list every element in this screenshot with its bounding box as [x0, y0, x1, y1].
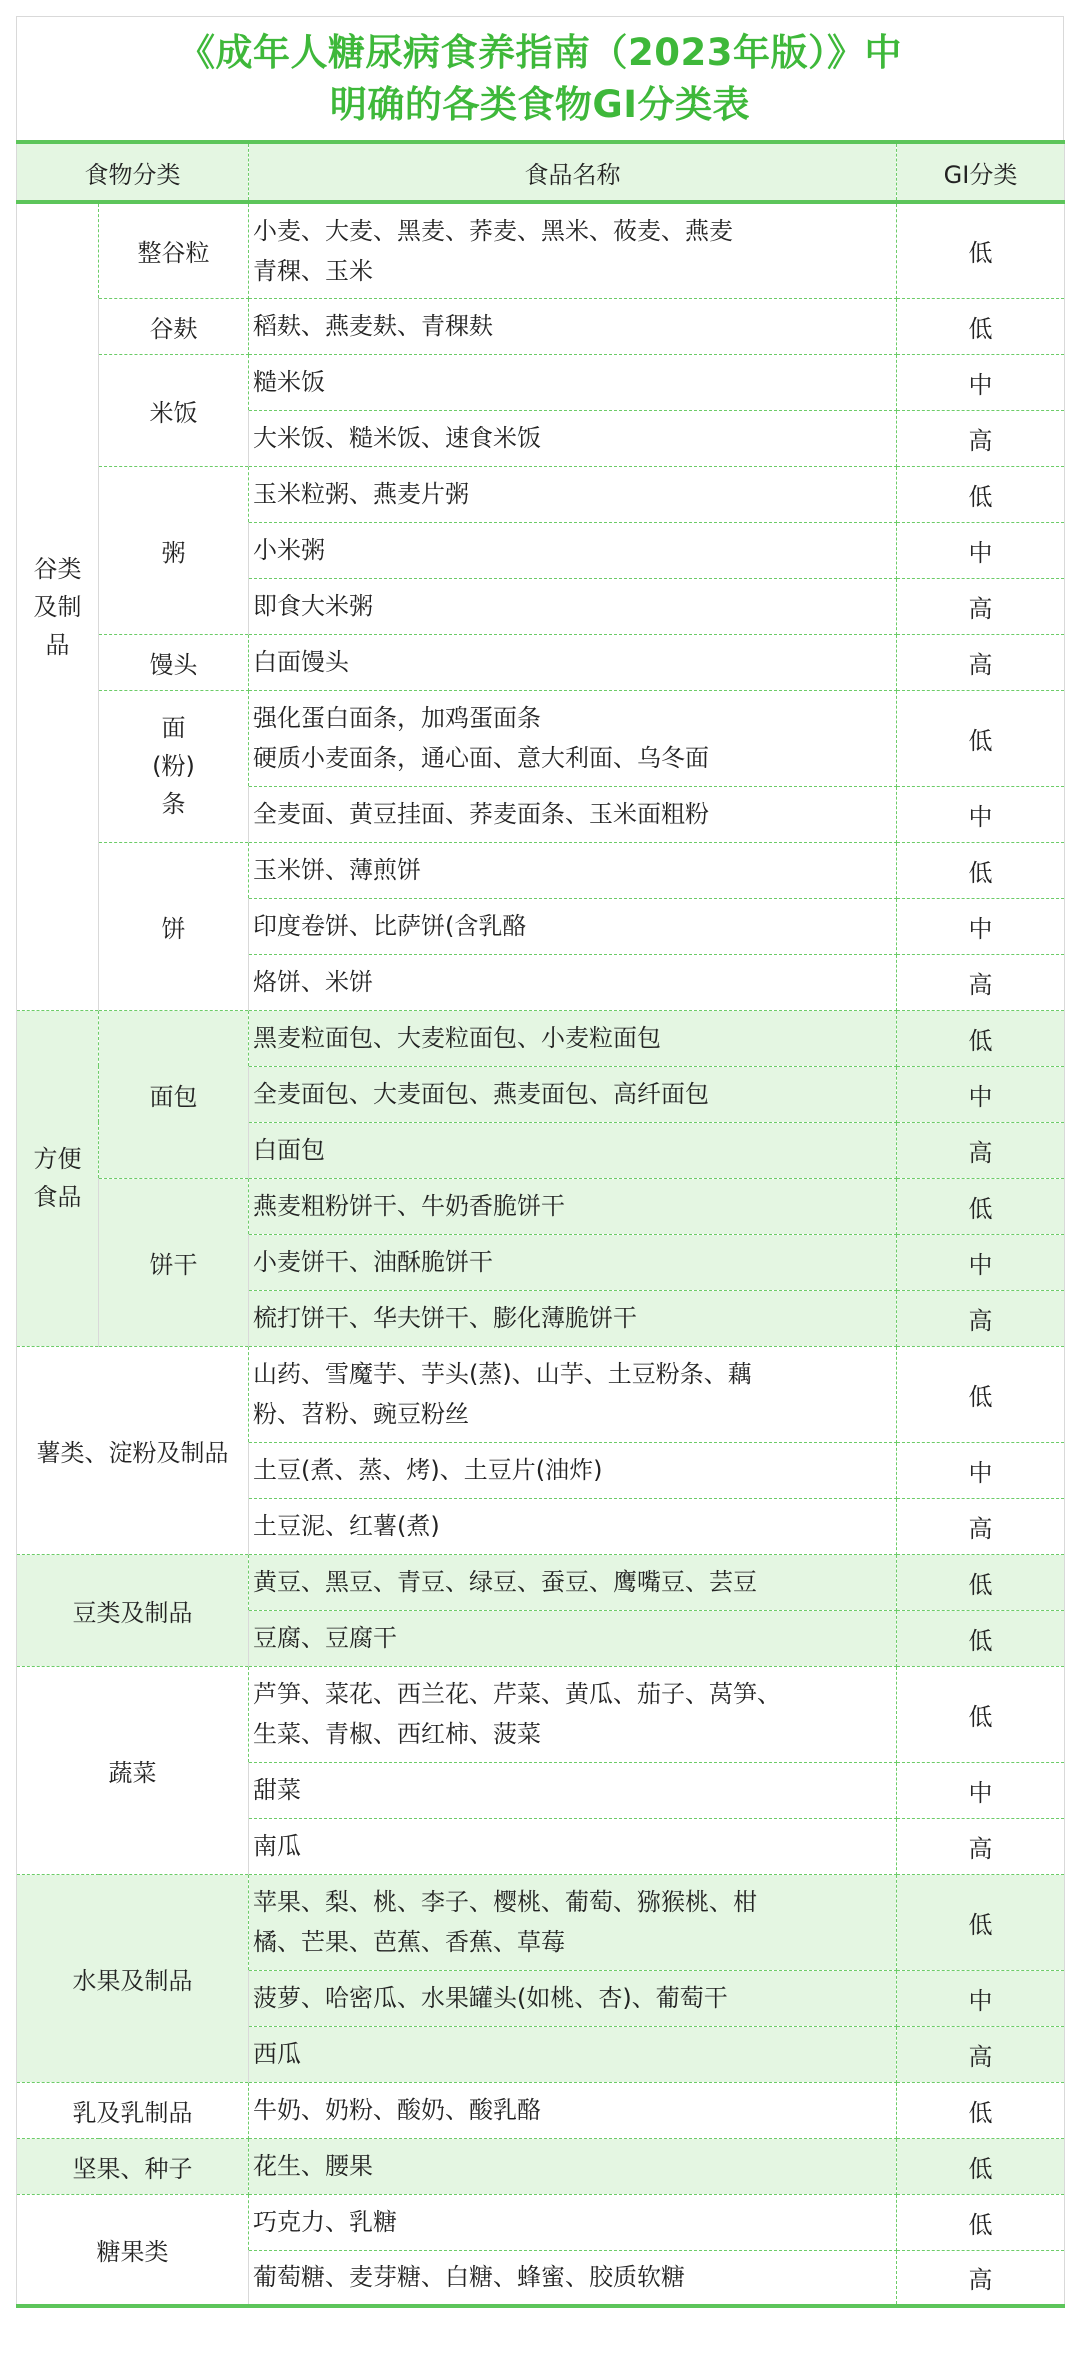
gi-cell: 高: [897, 954, 1065, 1010]
gi-cell: 高: [897, 2250, 1065, 2306]
header-gi: GI分类: [897, 142, 1065, 202]
gi-cell: 中: [897, 1234, 1065, 1290]
gi-cell: 高: [897, 578, 1065, 634]
food-cell: 黄豆、黑豆、青豆、绿豆、蚕豆、鹰嘴豆、芸豆: [249, 1554, 897, 1610]
group-beans: 豆类及制品: [17, 1554, 249, 1666]
food-cell: 牛奶、奶粉、酸奶、酸乳酪: [249, 2082, 897, 2138]
food-cell: 土豆泥、红薯(煮): [249, 1498, 897, 1554]
food-cell: 小麦、大麦、黑麦、荞麦、黑米、莜麦、燕麦 青稞、玉米: [249, 202, 897, 298]
gi-cell: 低: [897, 2138, 1065, 2194]
header-category: 食物分类: [17, 142, 249, 202]
food-cell: 全麦面、黄豆挂面、荞麦面条、玉米面粗粉: [249, 786, 897, 842]
gi-cell: 低: [897, 2194, 1065, 2250]
sub-bread: 面包: [99, 1010, 249, 1178]
food-cell: 芦笋、菜花、西兰花、芹菜、黄瓜、茄子、莴笋、 生菜、青椒、西红柿、菠菜: [249, 1666, 897, 1762]
sub-mantou: 馒头: [99, 634, 249, 690]
header-row: [17, 142, 1065, 202]
food-cell: 苹果、梨、桃、李子、樱桃、葡萄、猕猴桃、柑 橘、芒果、芭蕉、香蕉、草莓: [249, 1874, 897, 1970]
gi-cell: 低: [897, 298, 1065, 354]
gi-cell: 中: [897, 1970, 1065, 2026]
gi-cell: 中: [897, 1762, 1065, 1818]
food-cell: 花生、腰果: [249, 2138, 897, 2194]
table-row: [17, 202, 1065, 298]
food-cell: 糙米饭: [249, 354, 897, 410]
food-cell: 南瓜: [249, 1818, 897, 1874]
food-cell: 即食大米粥: [249, 578, 897, 634]
sub-whole-grain: 整谷粒: [99, 202, 249, 298]
gi-cell: 低: [897, 466, 1065, 522]
gi-cell: 中: [897, 898, 1065, 954]
gi-cell: 低: [897, 2082, 1065, 2138]
gi-cell: 中: [897, 1066, 1065, 1122]
sub-noodles: 面 (粉) 条: [99, 690, 249, 842]
header-food: 食品名称: [249, 142, 897, 202]
group-vegetables: 蔬菜: [17, 1666, 249, 1874]
food-cell: 梳打饼干、华夫饼干、膨化薄脆饼干: [249, 1290, 897, 1346]
table-row: [17, 354, 1065, 410]
food-cell: 黑麦粒面包、大麦粒面包、小麦粒面包: [249, 1010, 897, 1066]
gi-cell: 高: [897, 1498, 1065, 1554]
gi-cell: 低: [897, 1178, 1065, 1234]
food-cell: 土豆(煮、蒸、烤)、土豆片(油炸): [249, 1442, 897, 1498]
group-fruit: 水果及制品: [17, 1874, 249, 2082]
group-dairy: 乳及乳制品: [17, 2082, 249, 2138]
sub-cake: 饼: [99, 842, 249, 1010]
food-cell: 白面包: [249, 1122, 897, 1178]
gi-cell: 低: [897, 1610, 1065, 1666]
gi-cell: 低: [897, 1554, 1065, 1610]
table-row: [17, 2194, 1065, 2250]
gi-cell: 低: [897, 1874, 1065, 1970]
gi-cell: 中: [897, 786, 1065, 842]
food-cell: 白面馒头: [249, 634, 897, 690]
sub-porridge: 粥: [99, 466, 249, 634]
table-row: [17, 690, 1065, 786]
sub-biscuit: 饼干: [99, 1178, 249, 1346]
table-title: [16, 16, 1064, 140]
table-row: [17, 1346, 1065, 1442]
table-row: [17, 1666, 1065, 1762]
table-row: [17, 1010, 1065, 1066]
table-row: [17, 842, 1065, 898]
food-cell: 烙饼、米饼: [249, 954, 897, 1010]
sub-bran: 谷麸: [99, 298, 249, 354]
food-cell: 小麦饼干、油酥脆饼干: [249, 1234, 897, 1290]
gi-cell: 高: [897, 1122, 1065, 1178]
table-row: [17, 466, 1065, 522]
gi-cell: 高: [897, 1290, 1065, 1346]
gi-cell: 低: [897, 1666, 1065, 1762]
food-cell: 玉米粒粥、燕麦片粥: [249, 466, 897, 522]
table-row: [17, 2138, 1065, 2194]
gi-cell: 低: [897, 690, 1065, 786]
table-row: [17, 1874, 1065, 1970]
gi-cell: 高: [897, 1818, 1065, 1874]
food-cell: 强化蛋白面条，加鸡蛋面条 硬质小麦面条，通心面、意大利面、乌冬面: [249, 690, 897, 786]
gi-cell: 低: [897, 842, 1065, 898]
gi-cell: 中: [897, 522, 1065, 578]
food-cell: 豆腐、豆腐干: [249, 1610, 897, 1666]
food-cell: 甜菜: [249, 1762, 897, 1818]
food-cell: 菠萝、哈密瓜、水果罐头(如桃、杏)、葡萄干: [249, 1970, 897, 2026]
group-instant: 方便 食品: [17, 1010, 99, 1346]
food-cell: 稻麸、燕麦麸、青稞麸: [249, 298, 897, 354]
gi-cell: 高: [897, 410, 1065, 466]
table-row: [17, 634, 1065, 690]
group-candy: 糖果类: [17, 2194, 249, 2306]
title-line-2: 明确的各类食物GI分类表: [329, 82, 751, 126]
food-cell: 燕麦粗粉饼干、牛奶香脆饼干: [249, 1178, 897, 1234]
food-cell: 西瓜: [249, 2026, 897, 2082]
food-cell: 全麦面包、大麦面包、燕麦面包、高纤面包: [249, 1066, 897, 1122]
gi-table: [16, 140, 1065, 2308]
food-cell: 葡萄糖、麦芽糖、白糖、蜂蜜、胶质软糖: [249, 2250, 897, 2306]
table-row: [17, 1554, 1065, 1610]
group-nuts: 坚果、种子: [17, 2138, 249, 2194]
food-cell: 玉米饼、薄煎饼: [249, 842, 897, 898]
title-line-1: 《成年人糖尿病食养指南（2023年版）》中: [178, 30, 902, 74]
sub-rice: 米饭: [99, 354, 249, 466]
group-tubers: 薯类、淀粉及制品: [17, 1346, 249, 1554]
food-cell: 山药、雪魔芋、芋头(蒸)、山芋、土豆粉条、藕 粉、苕粉、豌豆粉丝: [249, 1346, 897, 1442]
food-cell: 印度卷饼、比萨饼(含乳酪: [249, 898, 897, 954]
gi-cell: 低: [897, 202, 1065, 298]
gi-cell: 中: [897, 1442, 1065, 1498]
gi-cell: 高: [897, 634, 1065, 690]
food-cell: 小米粥: [249, 522, 897, 578]
gi-cell: 低: [897, 1346, 1065, 1442]
table-row: [17, 1178, 1065, 1234]
food-cell: 巧克力、乳糖: [249, 2194, 897, 2250]
food-cell: 大米饭、糙米饭、速食米饭: [249, 410, 897, 466]
gi-cell: 高: [897, 2026, 1065, 2082]
gi-cell: 低: [897, 1010, 1065, 1066]
table-row: [17, 2082, 1065, 2138]
gi-cell: 中: [897, 354, 1065, 410]
group-grains: 谷类 及制 品: [17, 202, 99, 1010]
table-row: [17, 298, 1065, 354]
